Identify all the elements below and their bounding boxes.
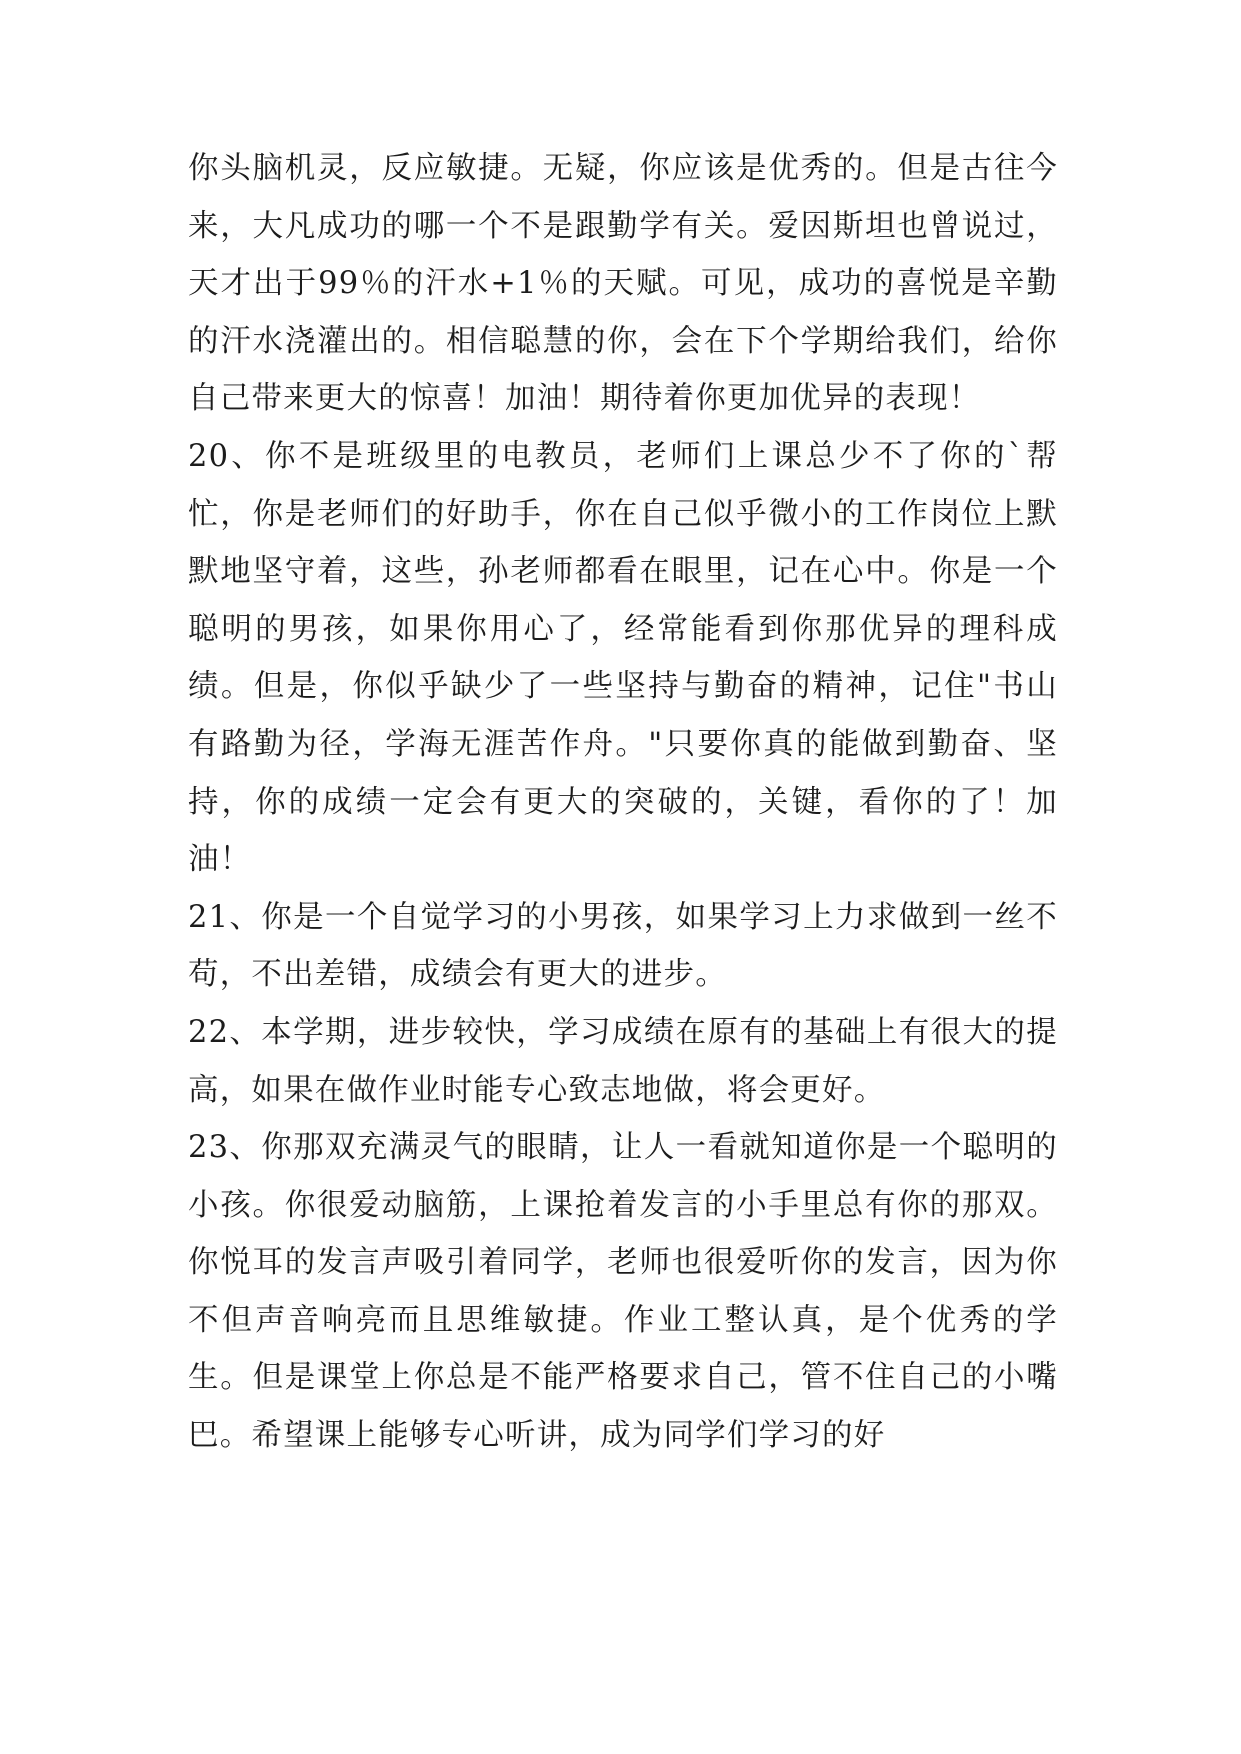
- paragraph-comment-23: 23、你那双充满灵气的眼睛，让人一看就知道你是一个聪明的小孩。你很爱动脑筋，上课抢着发言的小手里总有你的那双。你悦耳的发言声吸引着同学，老师也很爱听你的发言，因为你不但声音响亮而且思维敏捷。作业工整认真，是个优秀的学生。但是课堂上你总是不能严格要求自己，管不住自己的小嘴巴。希望课上能够专心听讲，成为同学们学习的好: [188, 1130, 1058, 1454]
- paragraph-comment-19-continued: 你头脑机灵，反应敏捷。无疑，你应该是优秀的。但是古往今来，大凡成功的哪一个不是跟勤学有关。爱因斯坦也曾说过，天才出于99％的汗水+1％的天赋。可见，成功的喜悦是辛勤的汗水浇灌出的。相信聪慧的你，会在下个学期给我们，给你自己带来更大的惊喜！加油！期待着你更加优异的表现！: [188, 151, 1058, 417]
- paragraph-comment-21: 21、你是一个自觉学习的小男孩，如果学习上力求做到一丝不苟，不出差错，成绩会有更大的进步。: [188, 899, 1058, 993]
- paragraph-comment-22: 22、本学期，进步较快，学习成绩在原有的基础上有很大的提高，如果在做作业时能专心致志地做，将会更好。: [188, 1014, 1058, 1108]
- document-page: [188, 140, 1058, 1465]
- paragraph-comment-20: 20、你不是班级里的电教员，老师们上课总少不了你的`帮忙，你是老师们的好助手，你在自己似乎微小的工作岗位上默默地坚守着，这些，孙老师都看在眼里，记在心中。你是一个聪明的男孩，如果你用心了，经常能看到你那优异的理科成绩。但是，你似乎缺少了一些坚持与勤奋的精神，记住"书山有路勤为径，学海无涯苦作舟。"只要你真的能做到勤奋、坚持，你的成绩一定会有更大的突破的，关键，看你的了！加油！: [188, 438, 1058, 878]
